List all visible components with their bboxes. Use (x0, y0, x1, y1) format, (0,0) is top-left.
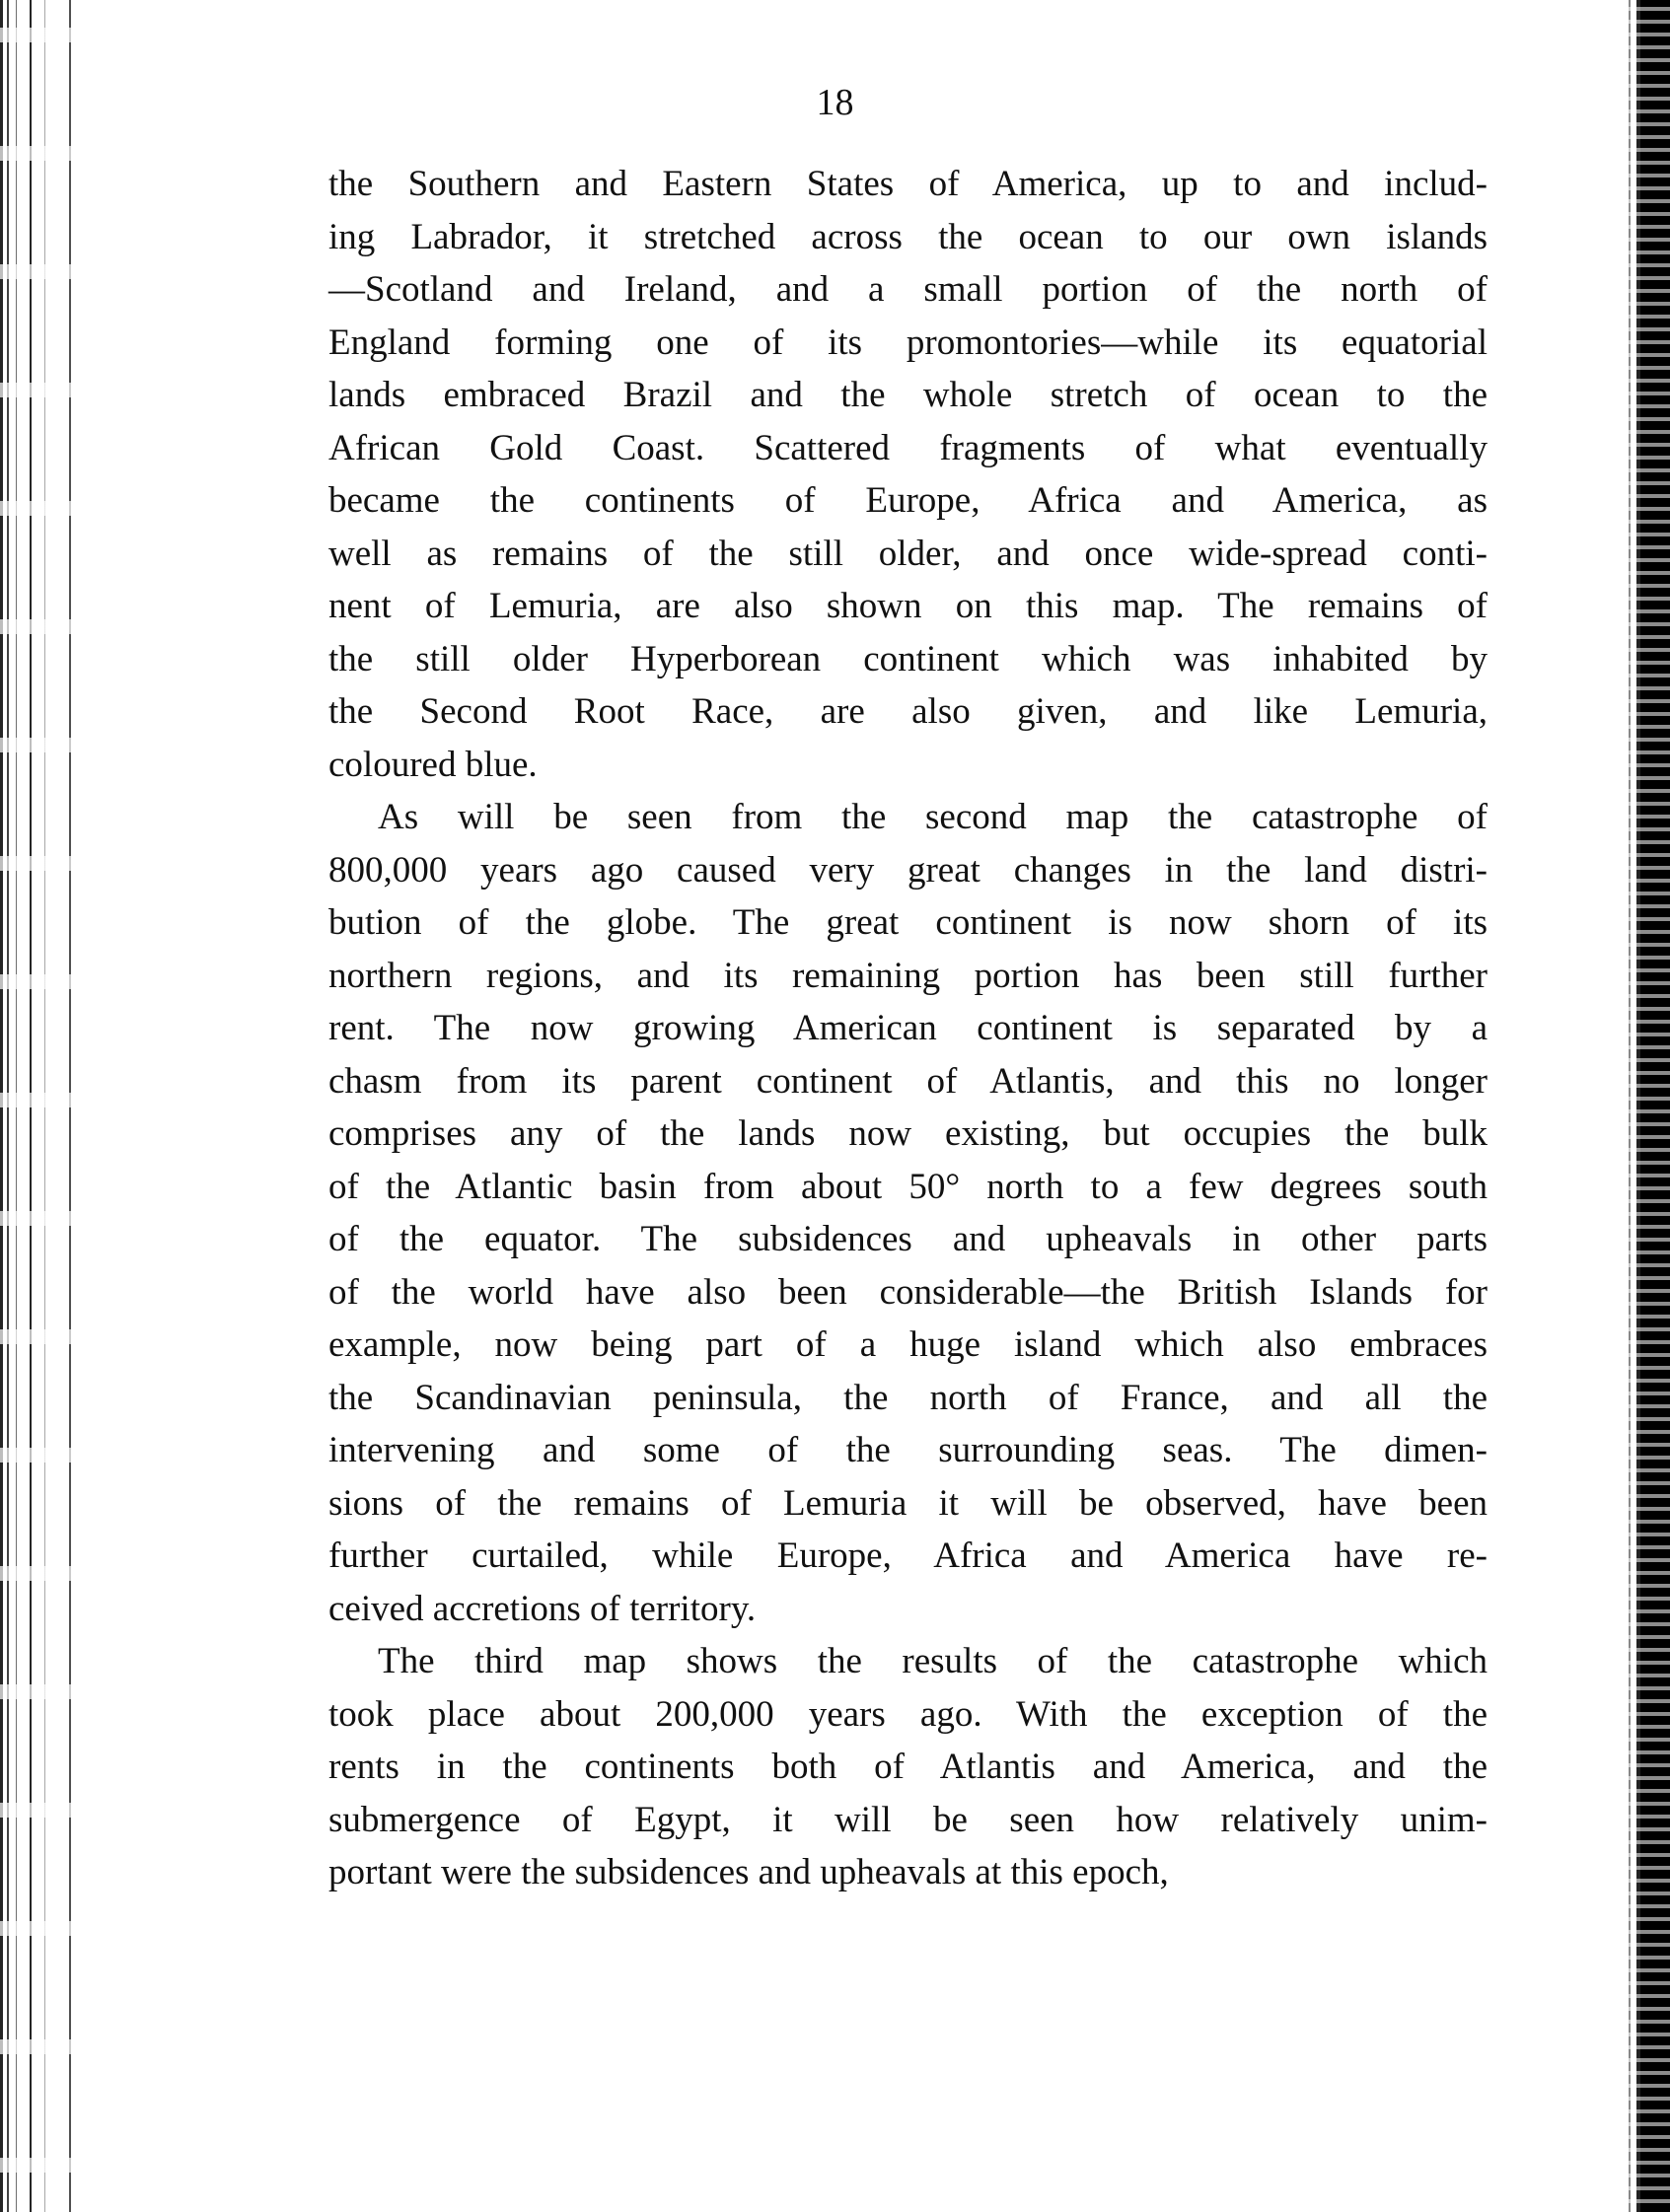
text-line: example, now being part of a huge island which also embraces (328, 1324, 1488, 1365)
text-line: ing Labrador, it stretched across the ocean to our own islands (328, 216, 1488, 257)
text-line: of the world have also been considerable—the British Islands for (328, 1271, 1488, 1313)
text-line: As will be seen from the second map the catastrophe of (378, 797, 1488, 837)
text-line: the still older Hyperborean continent which was inhabited by (328, 638, 1488, 679)
text-line: nent of Lemuria, are also shown on this map. The remains of (328, 586, 1488, 626)
text-line: The third map shows the results of the catastrophe which (378, 1641, 1488, 1681)
text-line: further curtailed, while Europe, Africa and America have re- (328, 1535, 1488, 1576)
text-line: comprises any of the lands now existing, but occupies the bulk (328, 1113, 1488, 1154)
text-line: of the Atlantic basin from about 50° north to a few degrees south (328, 1166, 1488, 1207)
text-line: the Scandinavian peninsula, the north of France, and all the (328, 1377, 1488, 1418)
text-line: of the equator. The subsidences and upheavals in other parts (328, 1219, 1488, 1259)
text-line: lands embraced Brazil and the whole stretch of ocean to the (328, 375, 1488, 415)
text-line: rent. The now growing American continent is separated by a (328, 1008, 1488, 1048)
text-line: —Scotland and Ireland, and a small portion of the north of (328, 269, 1488, 310)
page-number: 18 (816, 82, 854, 123)
text-line: England forming one of its promontories—while its equatorial (328, 321, 1488, 363)
scan-page-edge-right (1623, 0, 1670, 2212)
text-line: bution of the globe. The great continent is now shorn of its (328, 902, 1488, 943)
paragraph (328, 158, 1488, 791)
body-text (328, 158, 1488, 1899)
text-line: rents in the continents both of Atlantis and America, and the (328, 1747, 1488, 1787)
text-line: coloured blue. (328, 744, 538, 785)
paragraph (328, 791, 1488, 1635)
text-line: took place about 200,000 years ago. With the exception of the (328, 1693, 1488, 1735)
paragraph (328, 1635, 1488, 1899)
text-line: portant were the subsidences and upheavals at this epoch, (328, 1852, 1169, 1892)
text-line: submergence of Egypt, it will be seen how relatively unim- (328, 1799, 1488, 1840)
scan-binding-edge-left (0, 0, 118, 2212)
text-line: chasm from its parent continent of Atlantis, and this no longer (328, 1060, 1488, 1102)
text-line: northern regions, and its remaining portion has been still further (328, 955, 1488, 996)
text-line: intervening and some of the surrounding seas. The dimen- (328, 1430, 1488, 1470)
text-line: ceived accretions of territory. (328, 1588, 757, 1629)
text-line: well as remains of the still older, and once wide-spread conti- (328, 533, 1488, 574)
text-line: sions of the remains of Lemuria it will be observed, have been (328, 1482, 1488, 1524)
text-line: the Second Root Race, are also given, and like Lemuria, (328, 691, 1488, 732)
text-line: 800,000 years ago caused very great changes in the land distri- (328, 849, 1488, 891)
text-line: the Southern and Eastern States of America, up to and includ- (328, 164, 1488, 204)
text-line: became the continents of Europe, Africa and America, as (328, 480, 1488, 521)
text-line: African Gold Coast. Scattered fragments of what eventually (328, 427, 1488, 468)
